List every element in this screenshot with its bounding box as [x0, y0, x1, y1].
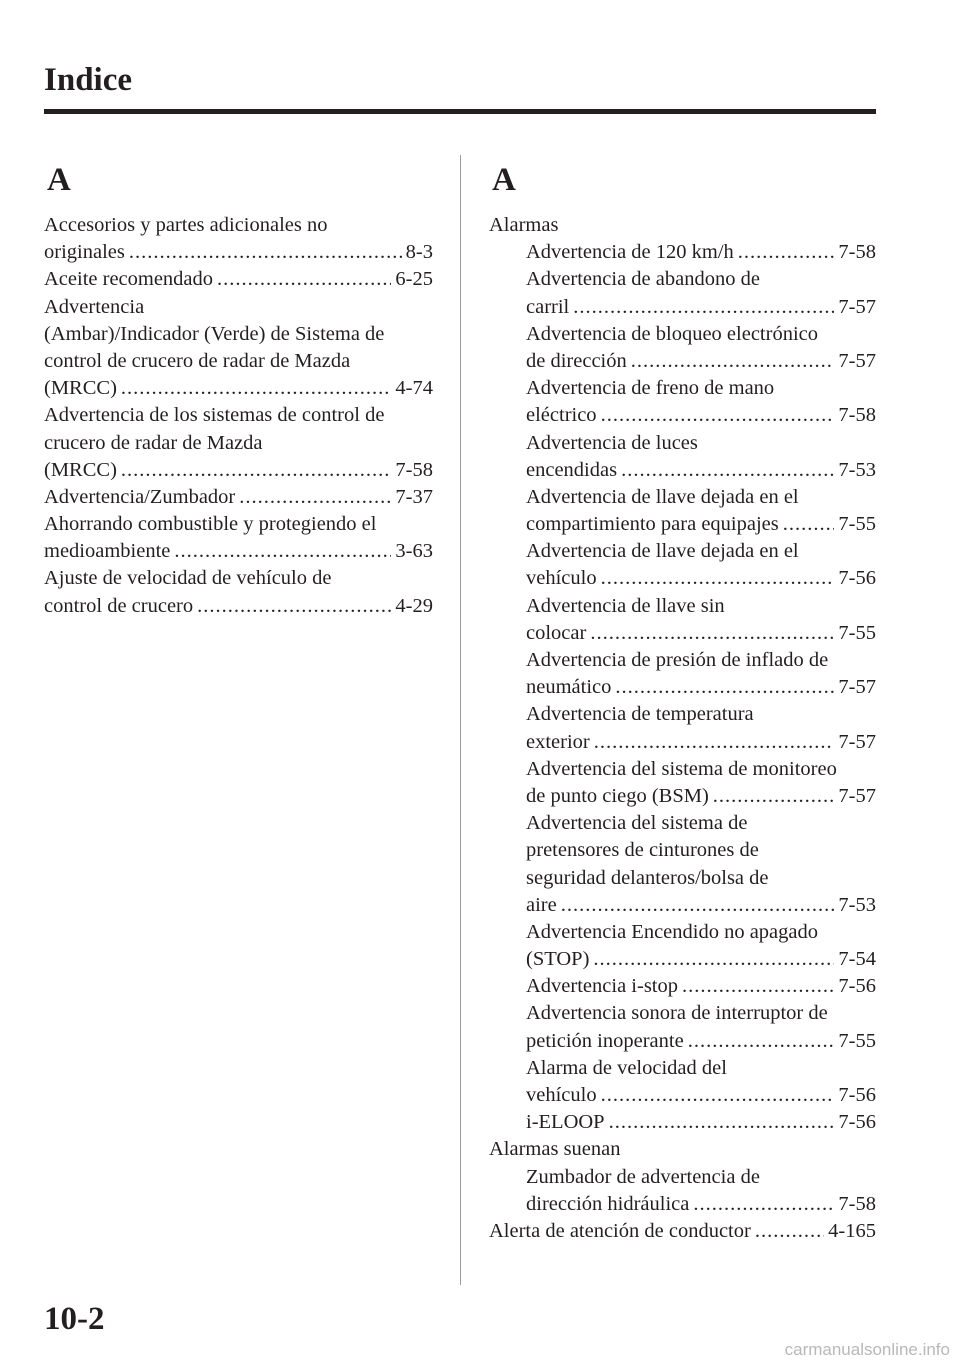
page-reference: 7-55 [838, 513, 876, 536]
title-rule [44, 109, 876, 114]
page-reference: 7-53 [838, 458, 876, 481]
dot-leader [783, 511, 835, 538]
column-divider [460, 155, 461, 1285]
entry-text: originales [44, 241, 125, 264]
entry-text: Advertencia del sistema de [526, 812, 748, 835]
dot-leader [601, 1082, 835, 1109]
entry-text: aire [526, 893, 557, 916]
dot-leader [121, 375, 392, 402]
page-reference: 7-56 [838, 1084, 876, 1106]
dot-leader [693, 1191, 834, 1218]
index-entry-line [44, 484, 433, 511]
entry-text: Zumbador de advertencia de [526, 1165, 760, 1188]
index-entry-line [489, 375, 876, 402]
page-reference: 7-57 [838, 295, 876, 318]
dot-leader [573, 294, 834, 321]
entry-text: colocar [526, 621, 587, 644]
entry-text: vehículo [526, 567, 597, 590]
entry-text: Alerta de atención de conductor [489, 1219, 751, 1242]
entry-text: Accesorios y partes adicionales no [44, 214, 328, 236]
index-entry-line [489, 321, 876, 348]
entry-text: exterior [526, 730, 590, 753]
index-entry-line [489, 294, 876, 321]
dot-leader [590, 620, 834, 647]
entry-text: eléctrico [526, 404, 597, 427]
page-reference: 7-58 [838, 1192, 876, 1215]
entry-text: crucero de radar de Mazda [44, 431, 263, 454]
entry-text: Advertencia de llave dejada en el [526, 485, 799, 508]
entry-text: (MRCC) [44, 377, 117, 400]
entry-text: Advertencia sonora de interruptor de [526, 1002, 828, 1025]
index-entry-line [489, 1109, 876, 1136]
page-reference: 7-54 [838, 948, 876, 971]
dot-leader [601, 402, 835, 429]
page-reference: 7-57 [838, 676, 876, 699]
entry-text: medioambiente [44, 540, 171, 563]
section-letter: A [47, 162, 71, 198]
entry-text: i-ELOOP [526, 1111, 605, 1134]
entry-text: dirección hidráulica [526, 1192, 690, 1215]
entry-text: Advertencia de llave sin [526, 594, 725, 617]
entry-text: pretensores de cinturones de [526, 839, 759, 862]
page-reference: 7-58 [838, 404, 876, 427]
dot-leader [217, 266, 391, 293]
index-entry-line [489, 511, 876, 538]
index-entry-line [489, 946, 876, 973]
entry-text: Advertencia i-stop [526, 975, 678, 998]
page-reference: 4-74 [395, 377, 433, 400]
page-reference: 7-57 [838, 730, 876, 753]
index-entry-line [489, 701, 876, 728]
dot-leader [755, 1218, 824, 1245]
entry-text: Aceite recomendado [44, 268, 214, 291]
dot-leader [593, 946, 834, 973]
index-entry-line [44, 212, 433, 239]
entry-text: Advertencia de luces [526, 431, 698, 454]
index-entry-line [489, 729, 876, 756]
page-number: 10-2 [44, 1301, 105, 1337]
page-reference: 7-56 [838, 1111, 876, 1134]
entry-text: Advertencia de abandono de [526, 268, 760, 291]
entry-text: neumático [526, 676, 612, 699]
index-entry-line [489, 865, 876, 892]
index-entry-line [489, 1028, 876, 1055]
entry-text: vehículo [526, 1084, 597, 1106]
index-column-right [489, 150, 876, 1245]
index-entry-line [489, 538, 876, 565]
page-reference: 4-165 [828, 1219, 876, 1242]
index-column-left [44, 150, 433, 620]
dot-leader [738, 239, 835, 266]
index-entry-line [44, 348, 433, 375]
dot-leader [688, 1028, 835, 1055]
index-entry-line [489, 430, 876, 457]
dot-leader [129, 239, 402, 266]
index-entry-line [489, 919, 876, 946]
index-entry-line [489, 1191, 876, 1218]
entry-text: carril [526, 295, 570, 318]
page-reference: 7-58 [395, 458, 433, 481]
page-title: Indice [44, 62, 133, 98]
dot-leader [621, 457, 834, 484]
index-entry-line [489, 1164, 876, 1191]
entry-text: encendidas [526, 458, 618, 481]
entry-text: Advertencia de freno de mano [526, 377, 775, 400]
index-entry-line [489, 266, 876, 293]
page-reference: 7-53 [838, 893, 876, 916]
index-entry-line [489, 239, 876, 266]
page-reference: 6-25 [395, 268, 433, 291]
index-entry-line [489, 674, 876, 701]
entry-text: Advertencia del sistema de monitoreo [526, 757, 837, 780]
index-entry-line [489, 620, 876, 647]
index-entry-line [44, 402, 433, 429]
entry-text: Advertencia de bloqueo electrónico [526, 322, 818, 345]
index-entry-line [44, 430, 433, 457]
entry-text: Alarmas [489, 214, 559, 236]
entry-text: Advertencia [44, 295, 145, 318]
page-reference: 4-29 [395, 594, 433, 617]
index-entry-line [489, 348, 876, 375]
page-reference: 7-55 [838, 1029, 876, 1052]
index-entry-line [44, 239, 433, 266]
entry-text: (STOP) [526, 948, 590, 971]
dot-leader [239, 484, 391, 511]
entry-text: de dirección [526, 349, 627, 372]
dot-leader [615, 674, 834, 701]
index-entry-list [44, 212, 433, 620]
page-reference: 7-56 [838, 567, 876, 590]
index-entry-line [489, 973, 876, 1000]
index-entry-line [489, 1000, 876, 1027]
index-entry-line [489, 1218, 876, 1245]
entry-text: Advertencia de los sistemas de control de [44, 404, 385, 427]
entry-text: Alarma de velocidad del [526, 1056, 727, 1079]
entry-text: de punto ciego (BSM) [526, 784, 709, 807]
entry-text: control de crucero [44, 594, 194, 617]
index-entry-line [489, 484, 876, 511]
index-entry-line [489, 783, 876, 810]
index-entry-line [489, 1082, 876, 1109]
index-entry-line [489, 402, 876, 429]
index-entry-line [44, 294, 433, 321]
index-entry-line [489, 1055, 876, 1082]
entry-text: Advertencia de 120 km/h [526, 241, 734, 264]
entry-text: Advertencia Encendido no apagado [526, 920, 819, 943]
index-entry-line [44, 321, 433, 348]
dot-leader [682, 973, 834, 1000]
page-reference: 7-37 [395, 485, 433, 508]
entry-text: Ajuste de velocidad de vehículo de [44, 567, 332, 590]
entry-text: (MRCC) [44, 458, 117, 481]
page-reference: 7-57 [838, 784, 876, 807]
index-entry-line [489, 565, 876, 592]
index-entry-line [489, 457, 876, 484]
dot-leader [609, 1109, 835, 1136]
entry-text: control de crucero de radar de Mazda [44, 349, 351, 372]
dot-leader [121, 457, 392, 484]
watermark: carmanualsonline.info [784, 1340, 950, 1359]
index-entry-line [44, 457, 433, 484]
entry-text: compartimiento para equipajes [526, 513, 779, 536]
dot-leader [713, 783, 835, 810]
entry-text: Advertencia de llave dejada en el [526, 540, 799, 563]
index-entry-line [489, 892, 876, 919]
page-reference: 8-3 [405, 241, 433, 264]
index-entry-list [489, 212, 876, 1245]
entry-text: petición inoperante [526, 1029, 684, 1052]
index-entry-line [489, 810, 876, 837]
entry-text: Alarmas suenan [489, 1138, 621, 1161]
page-reference: 7-57 [838, 349, 876, 372]
entry-text: Advertencia de presión de inflado de [526, 649, 829, 671]
page-reference: 3-63 [395, 540, 433, 563]
index-entry-line [44, 511, 433, 538]
page-reference: 7-56 [838, 975, 876, 998]
entry-text: (Ambar)/Indicador (Verde) de Sistema de [44, 322, 385, 345]
dot-leader [561, 892, 835, 919]
entry-text: Ahorrando combustible y protegiendo el [44, 513, 377, 536]
index-entry-line [489, 593, 876, 620]
entry-text: seguridad delanteros/bolsa de [526, 866, 769, 889]
index-entry-line [44, 565, 433, 592]
index-entry-line [489, 1136, 876, 1163]
dot-leader [594, 729, 835, 756]
index-entry-line [489, 756, 876, 783]
dot-leader [197, 593, 391, 620]
entry-text: Advertencia de temperatura [526, 703, 754, 726]
section-letter: A [492, 162, 516, 198]
dot-leader [601, 565, 835, 592]
index-entry-line [489, 837, 876, 864]
dot-leader [174, 538, 391, 565]
dot-leader [631, 348, 835, 375]
entry-text: Advertencia/Zumbador [44, 485, 236, 508]
index-entry-line [44, 538, 433, 565]
page-reference: 7-58 [838, 241, 876, 264]
index-entry-line [44, 266, 433, 293]
index-entry-line [44, 593, 433, 620]
index-entry-line [44, 375, 433, 402]
page-reference: 7-55 [838, 621, 876, 644]
index-entry-line [489, 647, 876, 674]
index-entry-line [489, 212, 876, 239]
